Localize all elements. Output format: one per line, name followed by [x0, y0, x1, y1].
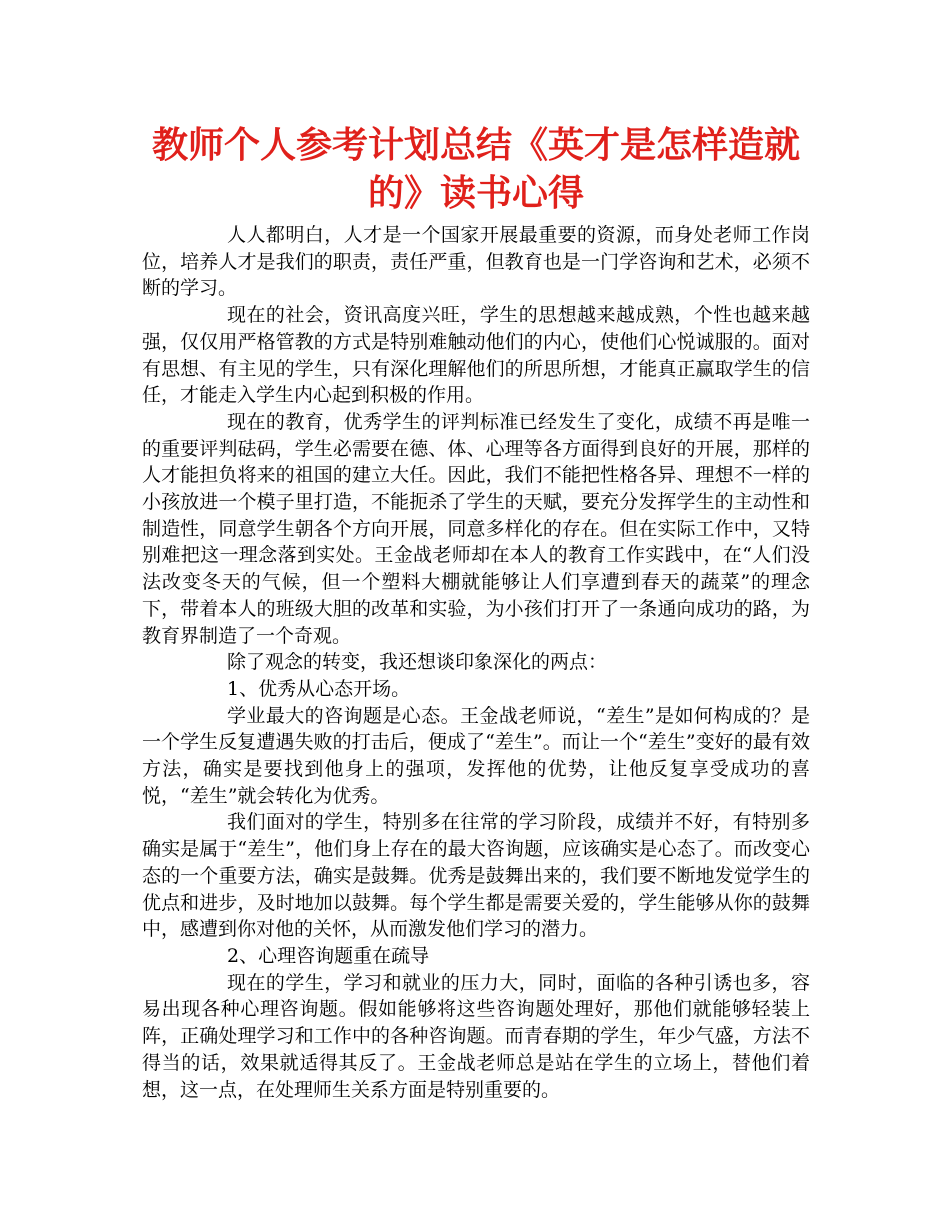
- section-heading: 1、优秀从心态开场。: [227, 677, 411, 700]
- paragraph: 我们面对的学生，特别多在往常的学习阶段，成绩并不好，有特别多确实是属于“差生”，他们身上存在的最大咨询题，应该确实是心态了。而改变心态的一个重要方法，确实是鼓舞。优秀是鼓舞出来的，我们要不断地发觉学生的优点和进步，及时地加以鼓舞。每个学生都是需要关爱的，学生能够从你的鼓舞中，感遭到你对他的关怀，从而激发他们学习的潜力。: [142, 811, 810, 941]
- paragraph: 现在的教育，优秀学生的评判标准已经发生了变化，成绩不再是唯一的重要评判砝码，学生必需要在德、体、心理等各方面得到良好的开展，那样的人才能担负将来的祖国的建立大任。因此，我们不能把性格各异、理想不一样的小孩放进一个模子里打造，不能扼杀了学生的天赋，要充分发挥学生的主动性和制造性，同意学生朝各个方向开展，同意多样化的存在。但在实际工作中，又特别难把这一理念落到实处。王金战老师却在本人的教育工作实践中，在“人们没法改变冬天的气候，但一个塑料大棚就能够让人们享遭到春天的蔬菜”的理念下，带着本人的班级大胆的改革和实验，为小孩们打开了一条通向成功的路，为教育界制造了一个奇观。: [142, 410, 810, 647]
- section-heading: 2、心理咨询题重在疏导: [227, 944, 430, 967]
- document-body: [142, 222, 810, 1103]
- document-page: [142, 122, 810, 1103]
- paragraph: 现在的学生，学习和就业的压力大，同时，面临的各种引诱也多，容易出现各种心理咨询题。假如能够将这些咨询题处理好，那他们就能够轻装上阵，正确处理学习和工作中的各种咨询题。而青春期的学生，年少气盛，方法不得当的话，效果就适得其反了。王金战老师总是站在学生的立场上，替他们着想，这一点，在处理师生关系方面是特别重要的。: [142, 971, 810, 1101]
- document-title: 教师个人参考计划总结《英才是怎样造就的》读书心得: [151, 125, 800, 214]
- paragraph: 现在的社会，资讯高度兴旺，学生的思想越来越成熟，个性也越来越强，仅仅用严格管教的方式是特别难触动他们的内心，使他们心悦诚服的。面对有思想、有主见的学生，只有深化理解他们的所思所想，才能真正赢取学生的信任，才能走入学生内心起到积极的作用。: [142, 304, 810, 407]
- paragraph: 学业最大的咨询题是心态。王金战老师说，“差生”是如何构成的？是一个学生反复遭遇失败的打击后，便成了“差生”。而让一个“差生”变好的最有效方法，确实是要找到他身上的强项，发挥他的优势，让他反复享受成功的喜悦，“差生”就会转化为优秀。: [142, 704, 810, 807]
- paragraph: 除了观念的转变，我还想谈印象深化的两点：: [227, 651, 608, 674]
- paragraph: 人人都明白，人才是一个国家开展最重要的资源，而身处老师工作岗位，培养人才是我们的职责，责任严重，但教育也是一门学咨询和艺术，必须不断的学习。: [142, 224, 810, 300]
